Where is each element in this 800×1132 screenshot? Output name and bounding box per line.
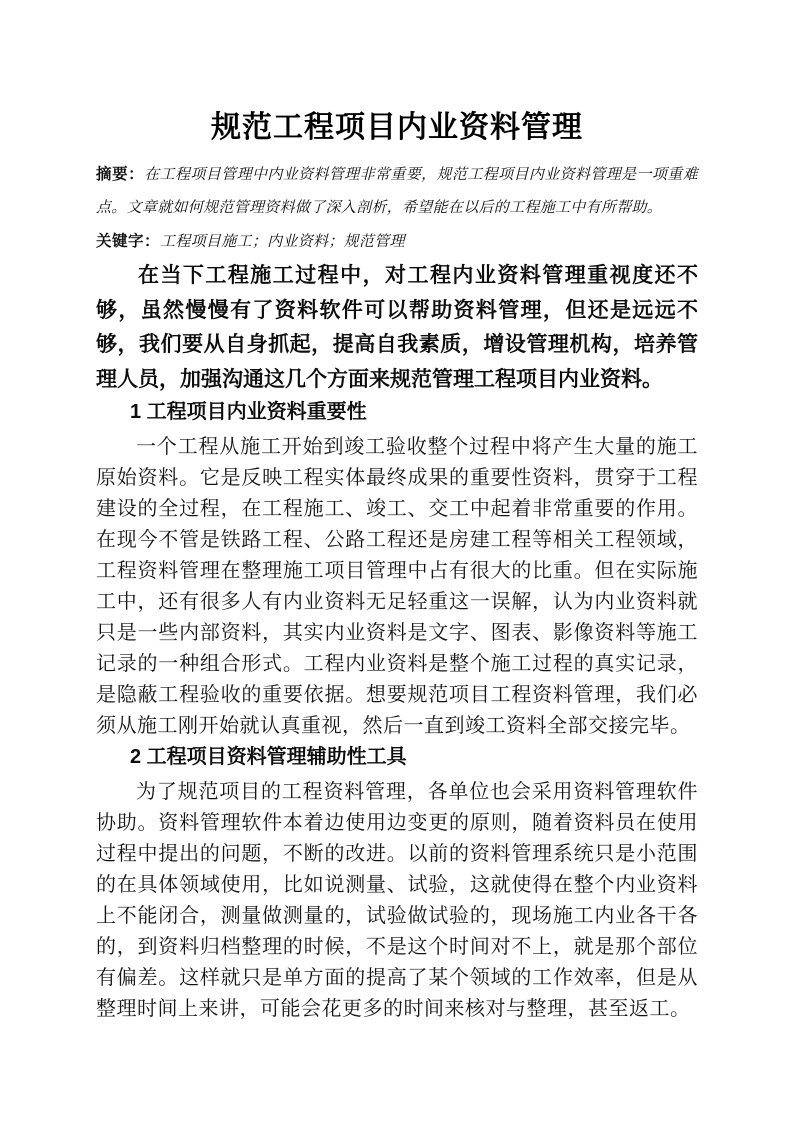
abstract-text: 在工程项目管理中内业资料管理非常重要，规范工程项目内业资料管理是一项重难点。文章就如何规范管理资料做了深入剖析，希望能在以后的工程施工中有所帮助。 xyxy=(96,167,698,216)
keywords-label: 关键字： xyxy=(96,233,161,250)
section-1-heading: 1 工程项目内业资料重要性 xyxy=(130,401,367,423)
section-1-paragraph: 一个工程从施工开始到竣工验收整个过程中将产生大量的施工原始资料。它是反映工程实体最终成果的重要性资料，贯穿于工程建设的全过程，在工程施工、竣工、交工中起着非常重要的作用。在现今不管是铁路工程、公路工程还是房建工程等相关工程领域，工程资料管理在整理施工项目管理中占有很大的比重。但在实际施工中，还有很多人有内业资料无足轻重这一误解，认为内业资料就只是一些内部资料，其实内业资料是文字、图表、影像资料等施工记录的一种组合形式。工程内业资料是整个施工过程的真实记录，是隐蔽工程验收的重要依据。想要规范项目工程资料管理，我们必须从施工刚开始就认真重视，然后一直到竣工资料全部交接完毕。 xyxy=(96,436,698,737)
intro-paragraph: 在当下工程施工过程中，对工程内业资料管理重视度还不够，虽然慢慢有了资料软件可以帮助资料管理，但还是远远不够，我们要从自身抓起，提高自我素质，增设管理机构，培养管理人员，加强沟通这几个方面来规范管理工程项目内业资料。 xyxy=(96,264,698,391)
abstract-label: 摘要： xyxy=(96,166,145,183)
keywords-line xyxy=(96,225,698,259)
section-2-paragraph: 为了规范项目的工程资料管理，各单位也会采用资料管理软件协助。资料管理软件本着边使用边变更的原则，随着资料员在使用过程中提出的问题，不断的改进。以前的资料管理系统只是小范围的在具体领域使用，比如说测量、试验，这就使得在整个内业资料上不能闭合，测量做测量的，试验做试验的，现场施工内业各干各的，到资料归档整理的时候，不是这个时间对不上，就是那个部位有偏差。这样就只是单方面的提高了某个领域的工作效率，但是从整理时间上来讲，可能会花更多的时间来核对与整理，甚至返工。 xyxy=(96,781,698,1020)
abstract-line xyxy=(96,158,698,225)
section-2-heading: 2 工程项目资料管理辅助性工具 xyxy=(130,746,407,768)
keywords-text: 工程项目施工；内业资料；规范管理 xyxy=(160,234,405,250)
document-meta xyxy=(96,158,698,259)
document-title: 规范工程项目内业资料管理 xyxy=(211,111,583,144)
